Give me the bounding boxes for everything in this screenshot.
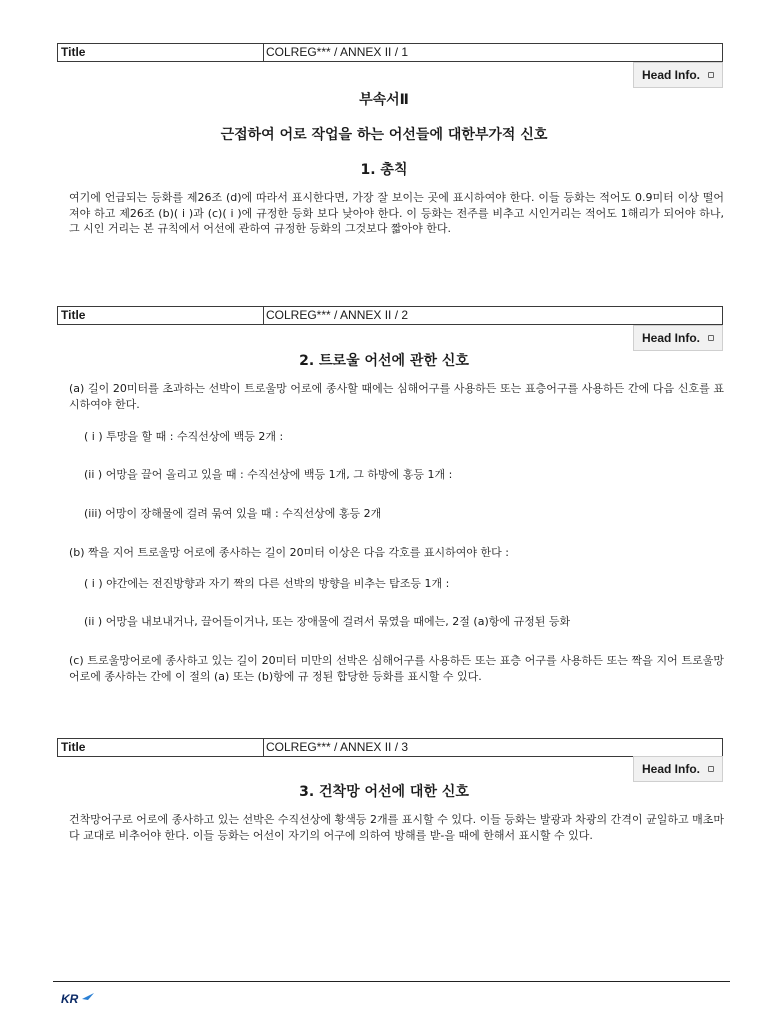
head-info-button-2[interactable] — [633, 325, 723, 351]
svg-text:KR: KR — [61, 992, 79, 1006]
annex-subtitle: 근접하여 어로 작업을 하는 어선들에 대한부가적 신호 — [220, 127, 548, 143]
list-item: ( i ) 투망을 할 때 : 수직선상에 백등 2개 : — [84, 430, 284, 443]
expand-icon — [708, 766, 714, 772]
title-label: Title — [58, 307, 264, 324]
title-label: Title — [58, 44, 264, 61]
title-value: COLREG*** / ANNEX II / 3 — [266, 740, 409, 754]
list-item: ( i ) 야간에는 전진방향과 자기 짝의 다른 선박의 방향을 비추는 탐조등 1개 : — [84, 577, 450, 590]
expand-icon — [708, 72, 714, 78]
section-paragraph-c: (c) 트로울망어로에 종사하고 있는 길이 20미터 미만의 선박은 심해어구를 사용하든 또는 표층 어구를 사용하든 또는 짝을 지어 트로울망어로에 종사하는 간에 이 절의 (a) 또는 (b)항에 규 정된 합당한 등화를 표시할 수 있다. — [69, 654, 724, 683]
list-item: (ii ) 어망을 내보내거나, 끌어들이거나, 또는 장애물에 걸려서 묶였을 때에는, 2절 (a)항에 규정된 등화 — [84, 615, 571, 628]
head-info-button-1[interactable] — [633, 62, 723, 88]
head-info-label: Head Info. — [641, 331, 700, 345]
expand-icon — [708, 335, 714, 341]
title-bar-2 — [57, 306, 723, 325]
section-body-3: 건착망어구로 어로에 종사하고 있는 선박은 수직선상에 황색등 2개를 표시할 수 있다. 이들 등화는 발광과 차광의 간격이 균일하고 매초마다 교대로 비추어야 한다. 이들 등화는 어선이 자기의 어구에 의하여 방해를 받-을 때에 한해서 표시할 수 있다. — [69, 813, 724, 842]
section-paragraph-b: (b) 짝을 지어 트로울망 어로에 종사하는 길이 20미터 이상은 다음 각호를 표시하여야 한다 : — [69, 546, 510, 559]
list-item: (ii ) 어망을 끌어 올리고 있을 때 : 수직선상에 백등 1개, 그 하방에 홍등 1개 : — [84, 468, 453, 481]
title-bar-3 — [57, 738, 723, 757]
section-heading-3: 3. 건착망 어선에 대한 신호 — [299, 784, 469, 800]
section-heading-2: 2. 트로울 어선에 관한 신호 — [299, 353, 469, 369]
title-label: Title — [58, 739, 264, 756]
section-heading-1: 1. 총칙 — [360, 162, 408, 178]
section-paragraph-a: (a) 길이 20미터를 초과하는 선박이 트로울망 어로에 종사할 때에는 심해어구를 사용하든 또는 표층어구를 사용하든 간에 다음 신호를 표시하여야 한다. — [69, 382, 724, 411]
list-item: (iii) 어망이 장해물에 걸려 묶여 있을 때 : 수직선상에 홍등 2개 — [84, 507, 382, 520]
annex-title: 부속서Ⅱ — [359, 92, 409, 108]
footer-divider — [53, 981, 730, 982]
head-info-button-3[interactable] — [633, 756, 723, 782]
kr-logo-icon — [60, 990, 96, 1006]
head-info-label: Head Info. — [641, 762, 700, 776]
title-bar-1 — [57, 43, 723, 62]
head-info-label: Head Info. — [641, 68, 700, 82]
title-value: COLREG*** / ANNEX II / 2 — [266, 308, 409, 322]
section-body-1: 여기에 언급되는 등화를 제26조 (d)에 따라서 표시한다면, 가장 잘 보이는 곳에 표시하여야 한다. 이들 등화는 적어도 0.9미터 이상 떨어져야 하고 제26조 (b)( i )과 (c)( i )에 규정한 등화 보다 낮아야 한다. 이 등화는 전주를 비추고 시인거리는 적어도 1해리가 되어야 하나, 그 시인 거리는 본 규칙에서 어선에 관하여 규정한 등화의 그것보다 짧아야 한다. — [69, 191, 724, 235]
title-value: COLREG*** / ANNEX II / 1 — [266, 45, 409, 59]
